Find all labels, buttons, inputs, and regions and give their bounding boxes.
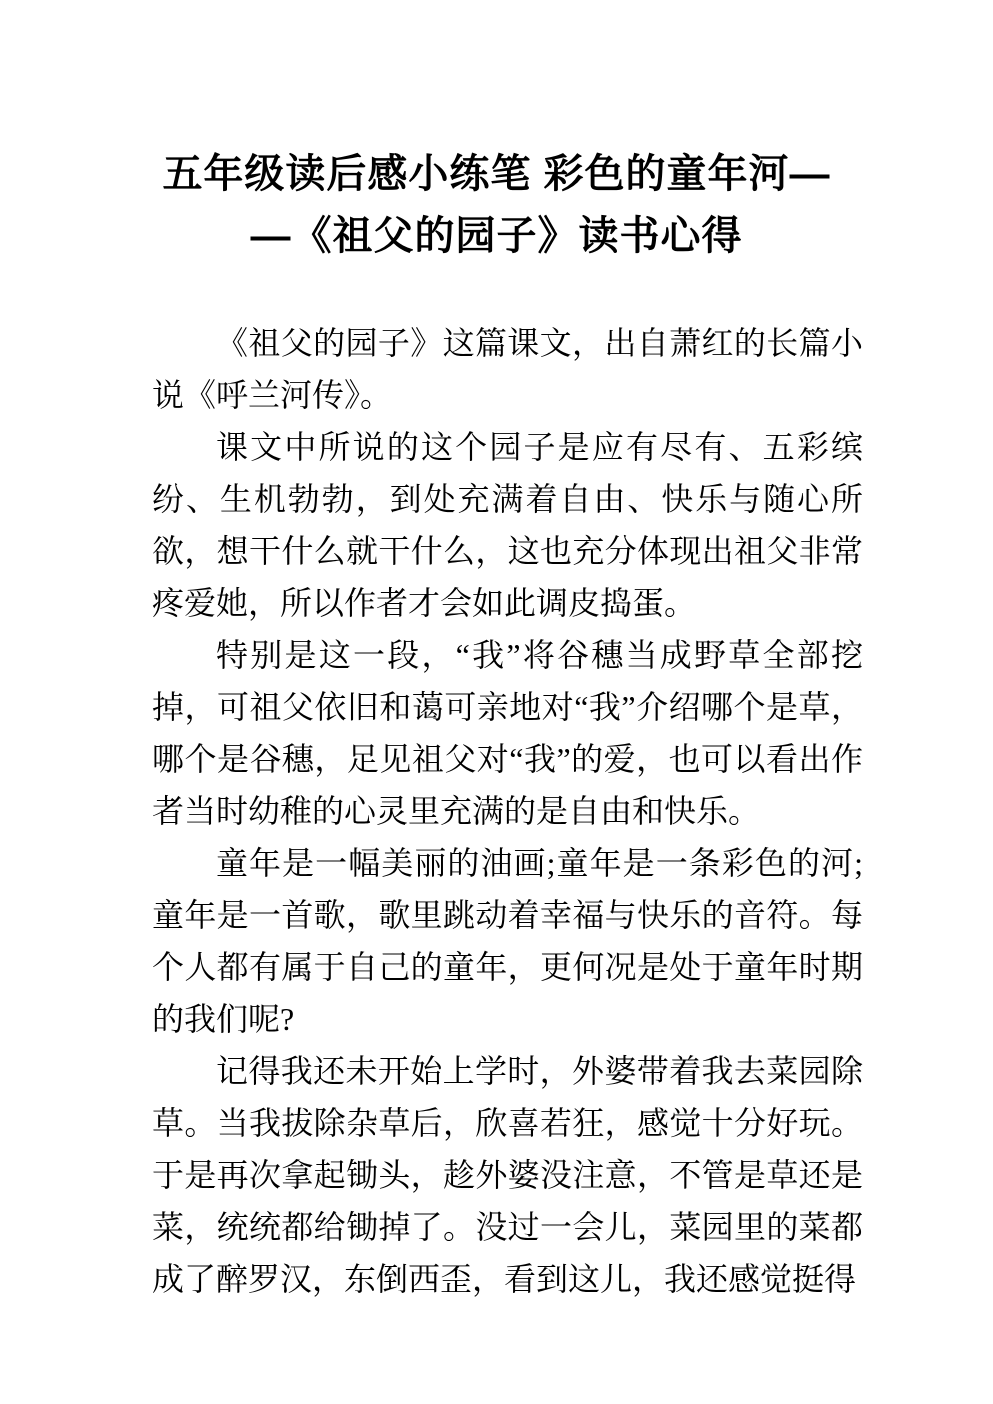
document-title-line-2: —《祖父的园子》读书心得 — [250, 213, 743, 258]
paragraph-2: 课文中所说的这个园子是应有尽有、五彩缤纷、生机勃勃，到处充满着自由、快乐与随心所欲，想干什么就干什么，这也充分体现出祖父非常疼爱她，所以作者才会如此调皮捣蛋。 — [152, 428, 863, 621]
document-title-line-1: 五年级读后感小练笔 彩色的童年河— — [162, 151, 831, 196]
paragraph-1: 《祖父的园子》这篇课文，出自萧红的长篇小说《呼兰河传》。 — [152, 324, 863, 413]
document-title — [0, 27, 993, 267]
paragraph-4: 童年是一幅美丽的油画;童年是一条彩色的河;童年是一首歌，歌里跳动着幸福与快乐的音符。每个人都有属于自己的童年，更何况是处于童年时期的我们呢? — [152, 844, 863, 1037]
document-body — [152, 317, 863, 1305]
paragraph-5: 记得我还未开始上学时，外婆带着我去菜园除草。当我拔除杂草后，欣喜若狂，感觉十分好玩。于是再次拿起锄头，趁外婆没注意，不管是草还是菜，统统都给锄掉了。没过一会儿，菜园里的菜都成了醉罗汉，东倒西歪，看到这儿，我还感觉挺得 — [152, 1052, 863, 1297]
paragraph-3: 特别是这一段，“我”将谷穗当成野草全部挖掉，可祖父依旧和蔼可亲地对“我”介绍哪个是草，哪个是谷穗，足见祖父对“我”的爱，也可以看出作者当时幼稚的心灵里充满的是自由和快乐。 — [152, 636, 863, 829]
